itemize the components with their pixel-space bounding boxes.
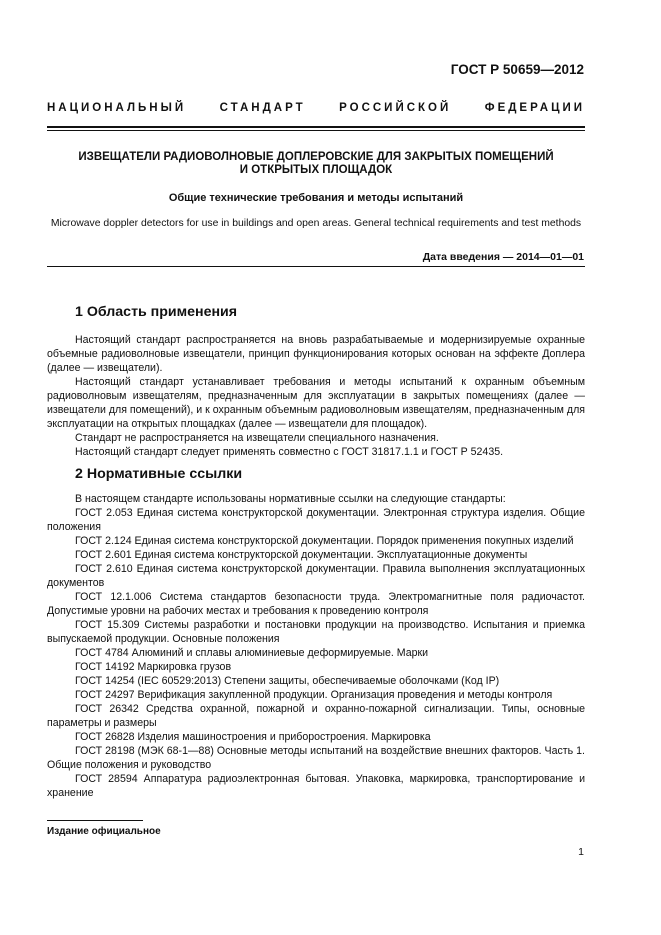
reference-item: ГОСТ 28198 (МЭК 68-1—88) Основные методы испытаний на воздействие внешних факторов. Часть 1. Общие положения и руководство (47, 745, 585, 771)
footer-rule (47, 820, 143, 821)
reference-item: ГОСТ 2.601 Единая система конструкторской документации. Эксплуатационные документы (75, 549, 528, 561)
title-line-2: И ОТКРЫТЫХ ПЛОЩАДОК (239, 164, 393, 176)
paragraph: Настоящий стандарт распространяется на вновь разрабатываемые и модернизируемые охранные объемные радиоволновые извещатели, принцип функционирования которых основан на эффекте Доплера (далее — извещатели). (47, 334, 585, 374)
title-line-1: ИЗВЕЩАТЕЛИ РАДИОВОЛНОВЫЕ ДОПЛЕРОВСКИЕ ДЛЯ ЗАКРЫТЫХ ПОМЕЩЕНИЙ (78, 151, 554, 163)
reference-item: ГОСТ 2.610 Единая система конструкторской документации. Правила выполнения эксплуатационных документов (47, 563, 585, 589)
reference-item: ГОСТ 14254 (IEC 60529:2013) Степени защиты, обеспечиваемые оболочками (Код IP) (75, 675, 500, 687)
reference-item: ГОСТ 2.053 Единая система конструкторской документации. Электронная структура изделия. Общие положения (47, 507, 585, 533)
reference-item: ГОСТ 15.309 Системы разработки и постановки продукции на производство. Испытания и приемка выпускаемой продукции. Основные положения (47, 619, 585, 645)
section-1-body (47, 333, 585, 459)
document-title (47, 151, 585, 177)
section-2-body (47, 492, 585, 800)
reference-item: ГОСТ 24297 Верификация закупленной продукции. Организация проведения и методы контроля (75, 689, 553, 701)
paragraph: Настоящий стандарт следует применять совместно с ГОСТ 31817.1.1 и ГОСТ Р 52435. (75, 446, 504, 458)
paragraph: Настоящий стандарт устанавливает требования и методы испытаний к охранным объемным радиоволновым извещателям, предназначенным для эксплуатации в закрытых помещениях (далее — извещатели для помещений), и к охранным объемным радиоволновым извещателям, предназначенным для эксплуатации на открытых площадках (далее — извещатели для площадок). (47, 376, 585, 430)
reference-item: ГОСТ 26342 Средства охранной, пожарной и охранно-пожарной сигнализации. Типы, основные параметры и размеры (47, 703, 585, 729)
official-edition-note: Издание официальное (47, 826, 161, 837)
section-2-heading: 2 Нормативные ссылки (75, 466, 243, 482)
document-subtitle: Общие технические требования и методы испытаний (168, 192, 464, 204)
reference-item: ГОСТ 4784 Алюминий и сплавы алюминиевые деформируемые. Марки (75, 647, 429, 659)
reference-item: ГОСТ 26828 Изделия машиностроения и приборостроения. Маркировка (75, 731, 431, 743)
header-double-rule (47, 126, 585, 131)
section-1-heading: 1 Область применения (75, 304, 238, 320)
paragraph: Стандарт не распространяется на извещатели специального назначения. (75, 432, 439, 444)
paragraph: В настоящем стандарте использованы нормативные ссылки на следующие стандарты: (75, 493, 506, 505)
reference-item: ГОСТ 12.1.006 Система стандартов безопасности труда. Электромагнитные поля радиочастот. Допустимые уровни на рабочих местах и требования к проведению контроля (47, 591, 585, 617)
date-rule (47, 266, 585, 267)
effective-date: Дата введения — 2014—01—01 (422, 251, 584, 263)
national-standard-heading: НАЦИОНАЛЬНЫЙ СТАНДАРТ РОССИЙСКОЙ ФЕДЕРАЦИИ (47, 102, 585, 114)
reference-item: ГОСТ 14192 Маркировка грузов (75, 661, 232, 673)
page-number: 1 (578, 846, 584, 858)
document-code: ГОСТ Р 50659—2012 (450, 62, 584, 77)
reference-item: ГОСТ 28594 Аппаратура радиоэлектронная бытовая. Упаковка, маркировка, транспортирование и хранение (47, 773, 585, 799)
reference-item: ГОСТ 2.124 Единая система конструкторской документации. Порядок применения покупных изделий (75, 535, 574, 547)
english-title: Microwave doppler detectors for use in buildings and open areas. General technical requirements and test methods (50, 218, 582, 229)
